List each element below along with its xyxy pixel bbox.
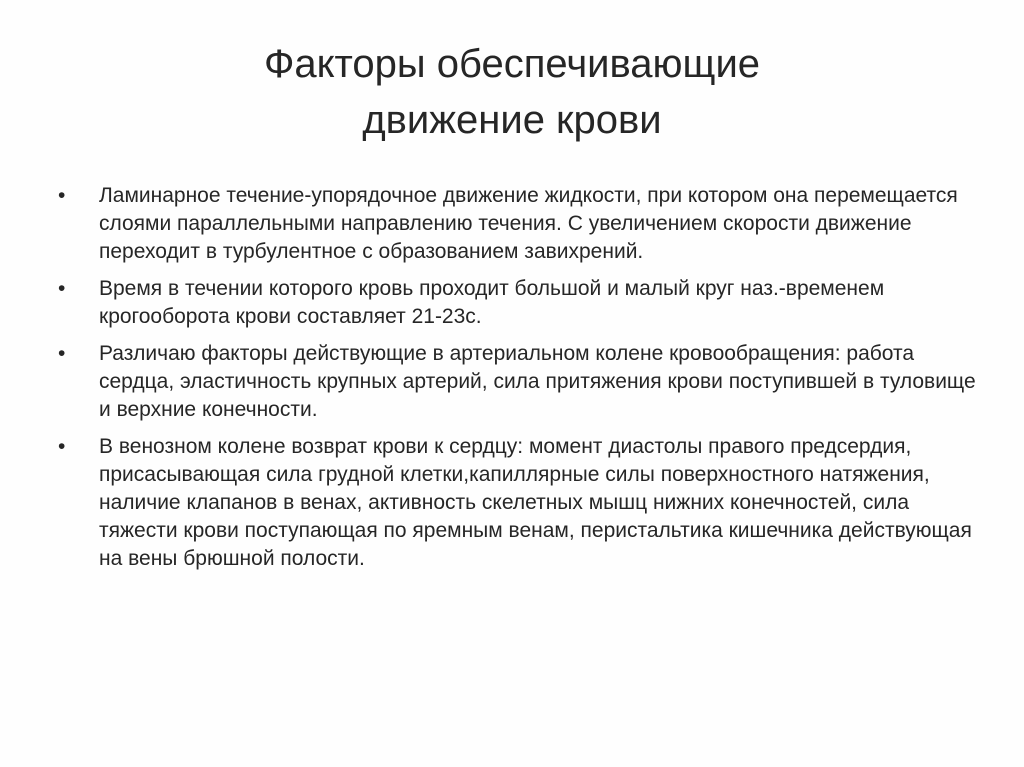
bullet-item-laminar-flow	[58, 182, 978, 266]
bullet-text: Ламинарное течение-упорядочное движение жидкости, при котором она перемещается слоями параллельными направлению течения. С увеличением скорости движение переходит в турбулентное с образованием завихрений.	[99, 184, 958, 263]
bullet-text: Время в течении которого кровь проходит большой и малый круг наз.-временем крогооборота крови составляет 21-23с.	[99, 277, 885, 328]
slide-title-line-2: движение крови	[362, 98, 662, 142]
bullet-icon: •	[58, 184, 66, 207]
bullet-item-venous-factors	[58, 433, 978, 573]
bullet-text: Различаю факторы действующие в артериальном колене кровообращения: работа сердца, эластичность крупных артерий, сила притяжения крови поступившей в туловище и верхние конечности.	[99, 342, 976, 421]
bullet-item-circulation-time	[58, 275, 978, 331]
bullet-item-arterial-factors	[58, 340, 978, 424]
bullet-text: В венозном колене возврат крови к сердцу: момент диастолы правого предсердия, присасывающая сила грудной клетки,капиллярные силы поверхностного натяжения, наличие клапанов в венах, активность скелетных мышц нижних конечностей, сила тяжести крови поступающая по яремным венам, перистальтика кишечника действующая на вены брюшной полости.	[99, 435, 972, 570]
bullet-icon: •	[58, 277, 66, 300]
bullet-icon: •	[58, 342, 66, 365]
bullet-list	[58, 182, 978, 582]
slide-title	[80, 36, 944, 148]
bullet-icon: •	[58, 435, 66, 458]
slide-title-line-1: Факторы обеспечивающие	[263, 42, 761, 86]
